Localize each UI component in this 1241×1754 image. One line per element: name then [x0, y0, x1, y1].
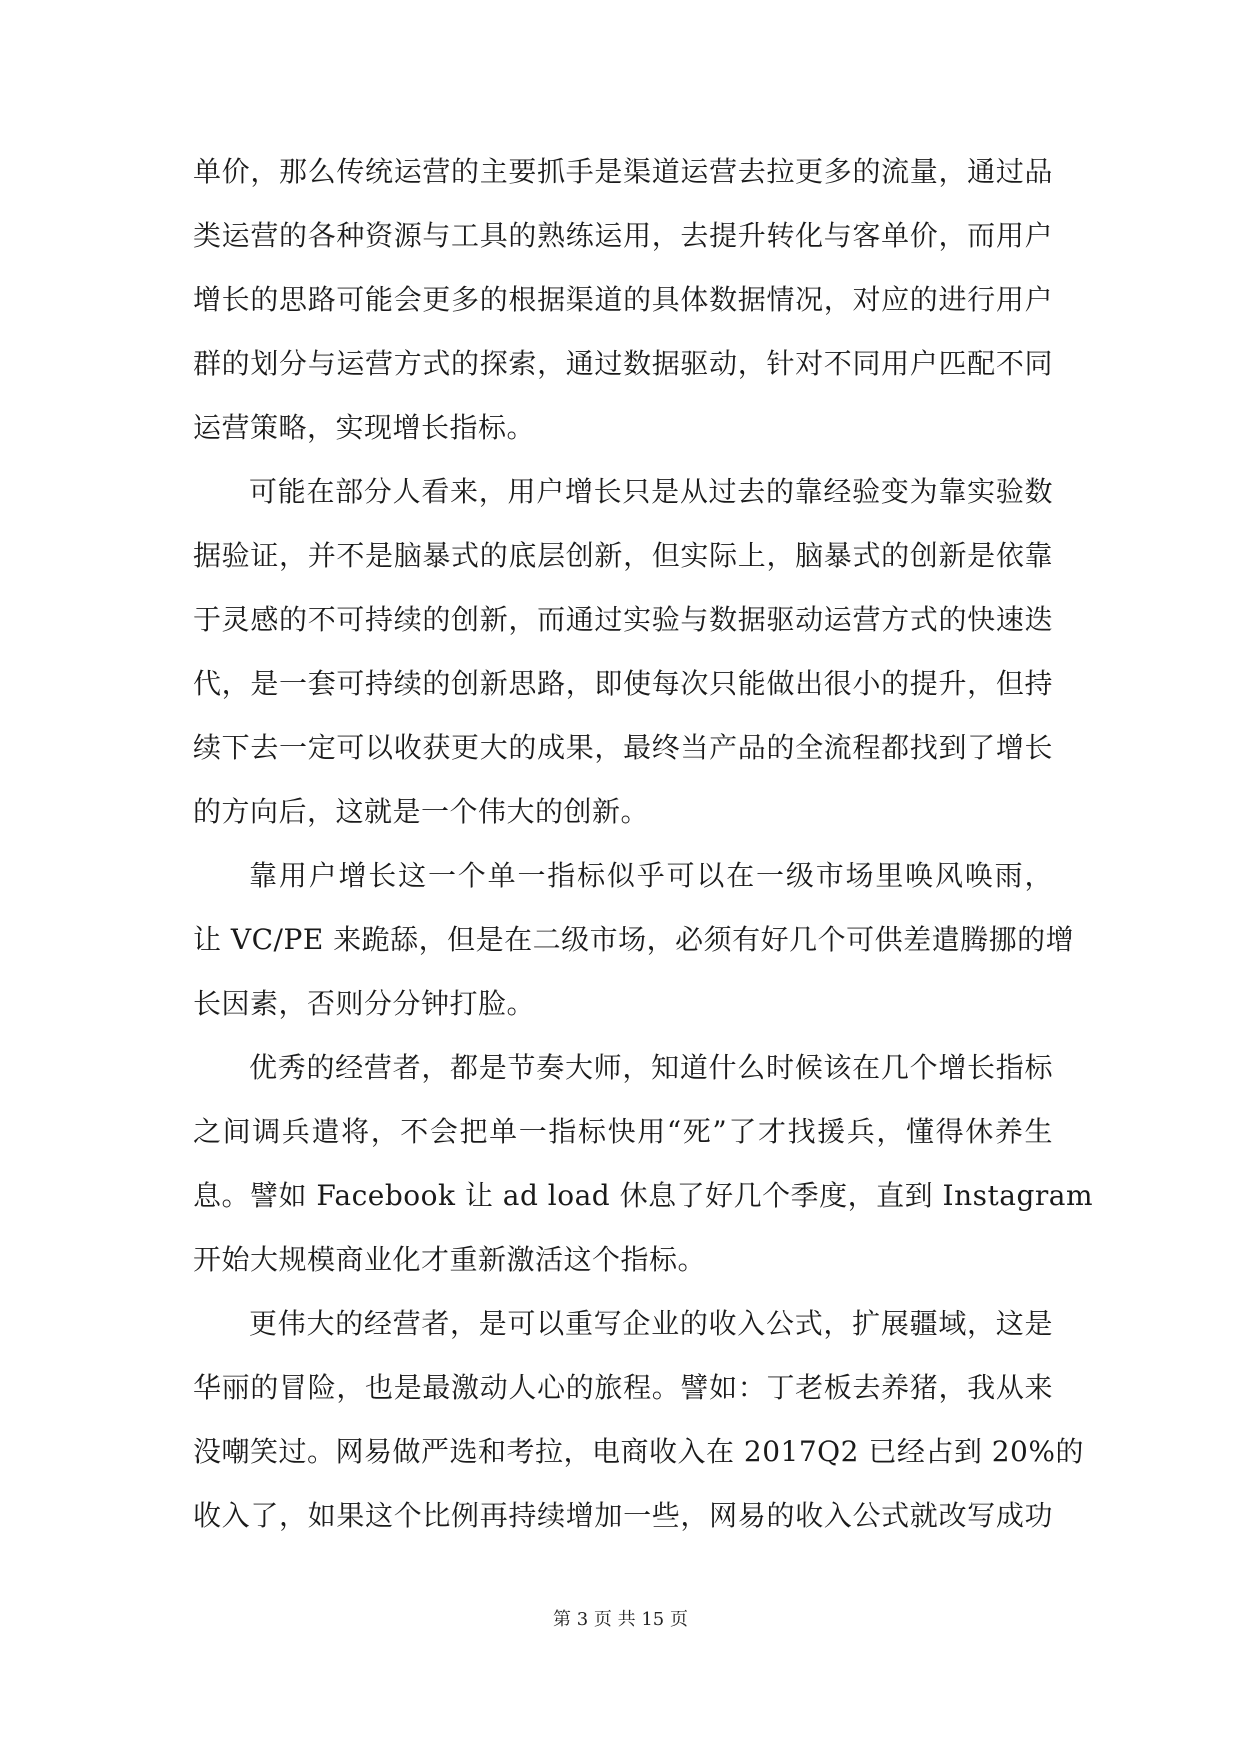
page-number-footer: 第 3 页 共 15 页: [553, 1609, 688, 1630]
text-line: 开始大规模商业化才重新激活这个指标。: [193, 1243, 707, 1276]
document-body: [193, 140, 1093, 1548]
text-line: 运营策略，实现增长指标。: [193, 411, 536, 444]
text-line: 群的划分与运营方式的探索，通过数据驱动，针对不同用户匹配不同: [193, 347, 1053, 380]
text-line: 长因素，否则分分钟打脸。: [193, 987, 536, 1020]
text-line: 续下去一定可以收获更大的成果，最终当产品的全流程都找到了增长: [193, 731, 1053, 764]
text-line: 于灵感的不可持续的创新，而通过实验与数据驱动运营方式的快速迭: [193, 603, 1053, 636]
text-line: 的方向后，这就是一个伟大的创新。: [193, 795, 650, 828]
paragraph-first-line: 优秀的经营者，都是节奏大师，知道什么时候该在几个增长指标: [249, 1051, 1053, 1084]
text-line: 让 VC/PE 来跪舔，但是在二级市场，必须有好几个可供差遣腾挪的增: [193, 923, 1075, 956]
text-line: 之间调兵遣将，不会把单一指标快用“死”了才找援兵，懂得休养生: [193, 1115, 1053, 1148]
text-line: 单价，那么传统运营的主要抓手是渠道运营去拉更多的流量，通过品: [193, 155, 1053, 188]
text-line: 增长的思路可能会更多的根据渠道的具体数据情况，对应的进行用户: [193, 283, 1053, 316]
paragraph-first-line: 可能在部分人看来，用户增长只是从过去的靠经验变为靠实验数: [249, 475, 1053, 508]
text-line: 收入了，如果这个比例再持续增加一些，网易的收入公式就改写成功: [193, 1499, 1053, 1532]
text-line: 华丽的冒险，也是最激动人心的旅程。譬如：丁老板去养猪，我从来: [193, 1371, 1053, 1404]
text-line: 类运营的各种资源与工具的熟练运用，去提升转化与客单价，而用户: [193, 219, 1053, 252]
paragraph-first-line: 更伟大的经营者，是可以重写企业的收入公式，扩展疆域，这是: [249, 1307, 1053, 1340]
text-line: 据验证，并不是脑暴式的底层创新，但实际上，脑暴式的创新是依靠: [193, 539, 1053, 572]
paragraph-first-line: 靠用户增长这一个单一指标似乎可以在一级市场里唤风唤雨，: [249, 859, 1053, 892]
text-line: 代，是一套可持续的创新思路，即使每次只能做出很小的提升，但持: [193, 667, 1053, 700]
text-line: 息。譬如 Facebook 让 ad load 休息了好几个季度，直到 Instagram: [193, 1179, 1093, 1212]
text-line: 没嘲笑过。网易做严选和考拉，电商收入在 2017Q2 已经占到 20%的: [193, 1435, 1084, 1468]
